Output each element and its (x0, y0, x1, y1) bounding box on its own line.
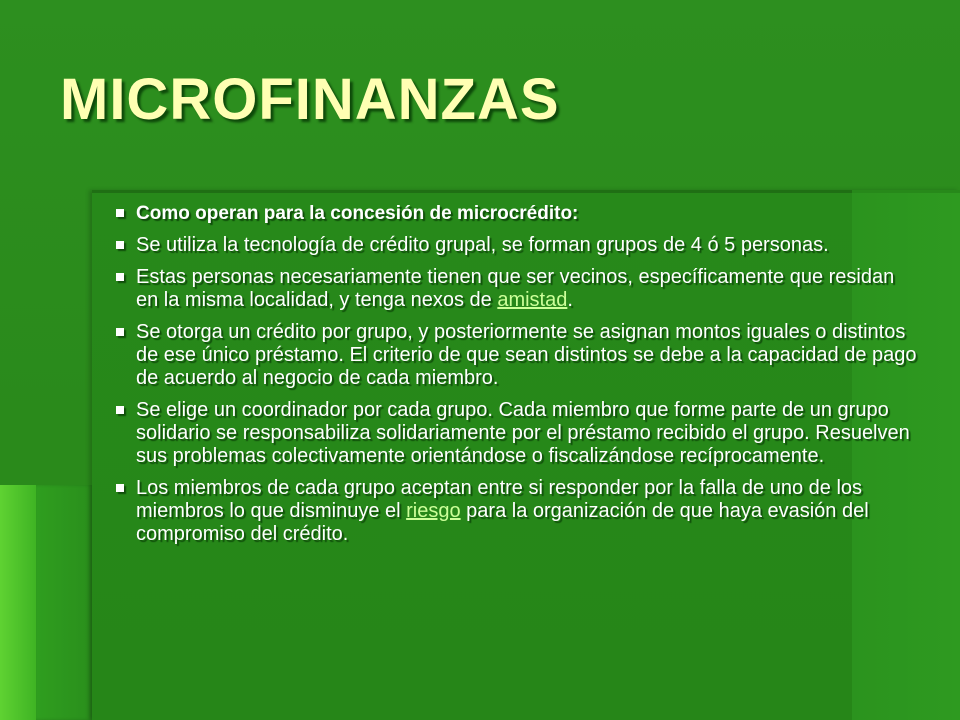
bullet-text: Se otorga un crédito por grupo, y posteriormente se asignan montos iguales o distintos de ese único préstamo. El criterio de que sean distintos se debe a la capacidad de pago de acuerdo al negocio de cada miembro. (136, 321, 917, 389)
square-bullet-icon (116, 406, 124, 414)
bullet-item (100, 321, 920, 390)
square-bullet-icon (116, 241, 124, 249)
bullet-text-end: . (567, 289, 573, 311)
square-bullet-icon (116, 273, 124, 281)
background-strip-dark (36, 485, 92, 720)
bullet-text: Como operan para la concesión de microcrédito: (136, 203, 579, 224)
bullet-list (100, 202, 920, 555)
background-strip-light (0, 485, 36, 720)
bullet-item (100, 266, 920, 312)
bullet-text: Se elige un coordinador por cada grupo. Cada miembro que forme parte de un grupo solidario se responsabiliza solidariamente por el préstamo recibido el grupo. Resuelven sus problemas colectivamente orientándose o fiscalizándose recíprocamente. (136, 399, 910, 467)
bullet-item (100, 234, 920, 257)
content-panel-edge (92, 190, 852, 193)
bullet-text: Se utiliza la tecnología de crédito grupal, se forman grupos de 4 ó 5 personas. (136, 234, 829, 256)
bullet-text: Estas personas necesariamente tienen que ser vecinos, específicamente que residan en la misma localidad, y tenga nexos de (136, 266, 895, 311)
bullet-item (100, 202, 920, 225)
bullet-text-end: para la organización de que haya evasión del compromiso del crédito. (136, 500, 869, 545)
bullet-item (100, 399, 920, 468)
amistad-link[interactable]: amistad (497, 289, 568, 311)
bullet-text: Los miembros de cada grupo aceptan entre si responder por la falla de uno de los miembros lo que disminuye el (136, 477, 863, 522)
riesgo-link[interactable]: riesgo (406, 500, 461, 522)
slide-title: MICROFINANZAS (60, 67, 560, 132)
square-bullet-icon (116, 209, 124, 217)
bullet-item (100, 477, 920, 546)
square-bullet-icon (116, 484, 124, 492)
square-bullet-icon (116, 328, 124, 336)
